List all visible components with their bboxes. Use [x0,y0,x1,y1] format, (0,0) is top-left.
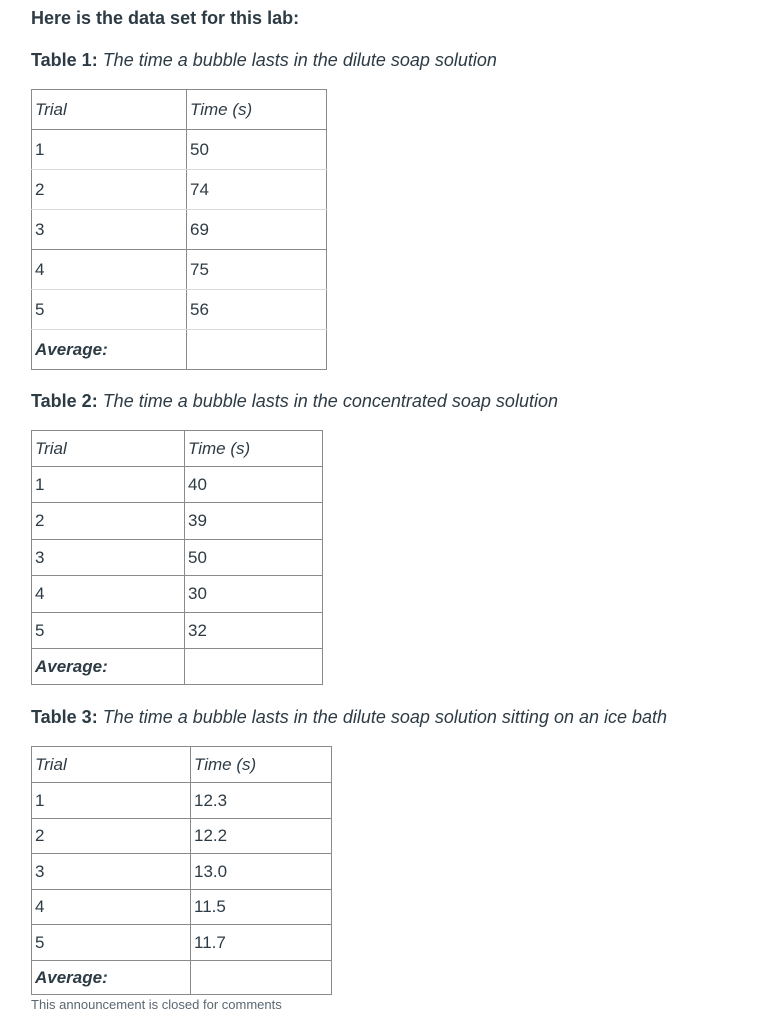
table2-description: The time a bubble lasts in the concentrated soap solution [97,391,558,411]
trial-cell: 3 [32,210,187,250]
trial-header: Trial [32,90,187,130]
table-row [32,467,323,503]
table3 [31,746,332,995]
time-cell: 50 [187,130,327,170]
table-row [32,576,323,613]
table2-label: Table 2: [31,391,98,411]
trial-cell: 2 [32,170,187,210]
time-cell: 39 [185,503,323,540]
table3-description: The time a bubble lasts in the dilute soap solution sitting on an ice bath [97,707,668,727]
table-row [32,925,332,961]
trial-cell: 3 [32,854,191,890]
table1-label: Table 1: [31,50,98,70]
table-row [32,819,332,854]
table2-caption [31,389,558,413]
average-row [32,961,332,995]
time-cell: 75 [187,250,327,290]
table-row [32,290,327,330]
time-cell: 11.7 [191,925,332,961]
time-cell: 12.2 [191,819,332,854]
average-value [185,649,323,685]
table2 [31,430,323,685]
table-row [32,783,332,819]
trial-cell: 1 [32,467,185,503]
table-row [32,854,332,890]
trial-cell: 1 [32,783,191,819]
comments-closed-notice: This announcement is closed for comments [31,997,282,1012]
average-value [191,961,332,995]
average-value [187,330,327,370]
trial-cell: 5 [32,613,185,649]
table-header-row [32,431,323,467]
time-cell: 74 [187,170,327,210]
trial-cell: 4 [32,250,187,290]
time-cell: 56 [187,290,327,330]
average-row [32,330,327,370]
table-row [32,613,323,649]
table3-label: Table 3: [31,707,98,727]
time-cell: 12.3 [191,783,332,819]
trial-header: Trial [32,431,185,467]
trial-cell: 5 [32,290,187,330]
time-header: Time (s) [191,747,332,783]
table1-description: The time a bubble lasts in the dilute soap solution [97,50,497,70]
time-cell: 11.5 [191,890,332,925]
time-cell: 40 [185,467,323,503]
average-label: Average: [32,649,185,685]
table1 [31,89,327,370]
table-row [32,503,323,540]
trial-cell: 2 [32,819,191,854]
table-row [32,130,327,170]
trial-cell: 2 [32,503,185,540]
table1-caption [31,48,497,72]
table-row [32,210,327,250]
table-header-row [32,747,332,783]
trial-cell: 4 [32,576,185,613]
trial-header: Trial [32,747,191,783]
average-row [32,649,323,685]
time-header: Time (s) [187,90,327,130]
table3-caption [31,705,667,729]
time-cell: 32 [185,613,323,649]
average-label: Average: [32,961,191,995]
trial-cell: 4 [32,890,191,925]
table-row [32,540,323,576]
trial-cell: 5 [32,925,191,961]
table-row [32,170,327,210]
intro-heading: Here is the data set for this lab: [31,8,300,28]
trial-cell: 3 [32,540,185,576]
table-row [32,890,332,925]
time-cell: 30 [185,576,323,613]
average-label: Average: [32,330,187,370]
time-header: Time (s) [185,431,323,467]
time-cell: 50 [185,540,323,576]
time-cell: 69 [187,210,327,250]
time-cell: 13.0 [191,854,332,890]
trial-cell: 1 [32,130,187,170]
table-header-row [32,90,327,130]
table-row [32,250,327,290]
